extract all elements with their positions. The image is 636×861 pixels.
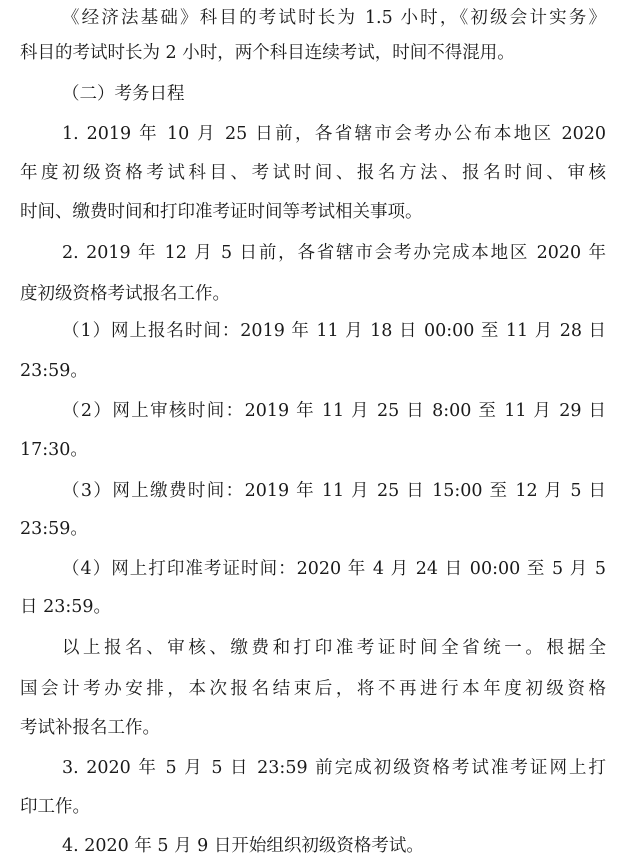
item-2-line-1: 2. 2019 年 12 月 5 日前，各省辖市会考办完成本地区 2020 年 — [62, 243, 606, 263]
admission-ticket-time-line-1: （4）网上打印准考证时间：2020 年 4 月 24 日 00:00 至 5 月 5 — [62, 559, 606, 579]
item-1-line-2: 年度初级资格考试科目、考试时间、报名方法、报名时间、审核 — [20, 163, 606, 183]
item-3-line-2: 印工作。 — [20, 797, 90, 817]
paragraph-exam-duration-line-2: 科目的考试时长为 2 小时，两个科目连续考试，时间不得混用。 — [20, 43, 515, 63]
unified-note-line-1: 以上报名、审核、缴费和打印准考证时间全省统一。根据全 — [62, 638, 606, 658]
unified-note-line-2: 国会计考办安排，本次报名结束后，将不再进行本年度初级资格 — [20, 679, 606, 699]
item-3-line-1: 3. 2020 年 5 月 5 日 23:59 前完成初级资格考试准考证网上打 — [62, 758, 606, 778]
section-heading-exam-schedule: （二）考务日程 — [62, 84, 185, 104]
admission-ticket-time-line-2: 日 23:59。 — [20, 597, 111, 617]
paragraph-exam-duration-line-1: 《经济法基础》科目的考试时长为 1.5 小时，《初级会计实务》 — [62, 8, 606, 28]
unified-note-line-3: 考试补报名工作。 — [20, 718, 160, 738]
payment-time-line-2: 23:59。 — [20, 519, 88, 539]
registration-time-line-1: （1）网上报名时间：2019 年 11 月 18 日 00:00 至 11 月 28 日 — [62, 321, 606, 341]
registration-time-line-2: 23:59。 — [20, 361, 88, 381]
payment-time-line-1: （3）网上缴费时间：2019 年 11 月 25 日 15:00 至 12 月 5 日 — [62, 481, 606, 501]
item-2-line-2: 度初级资格考试报名工作。 — [20, 284, 230, 304]
review-time-line-2: 17:30。 — [20, 440, 88, 460]
review-time-line-1: （2）网上审核时间：2019 年 11 月 25 日 8:00 至 11 月 29 日 — [62, 401, 606, 421]
item-1-line-3: 时间、缴费时间和打印准考证时间等考试相关事项。 — [20, 202, 423, 222]
item-4-line-1: 4. 2020 年 5 月 9 日开始组织初级资格考试。 — [62, 836, 424, 856]
item-1-line-1: 1. 2019 年 10 月 25 日前，各省辖市会考办公布本地区 2020 — [62, 124, 606, 144]
